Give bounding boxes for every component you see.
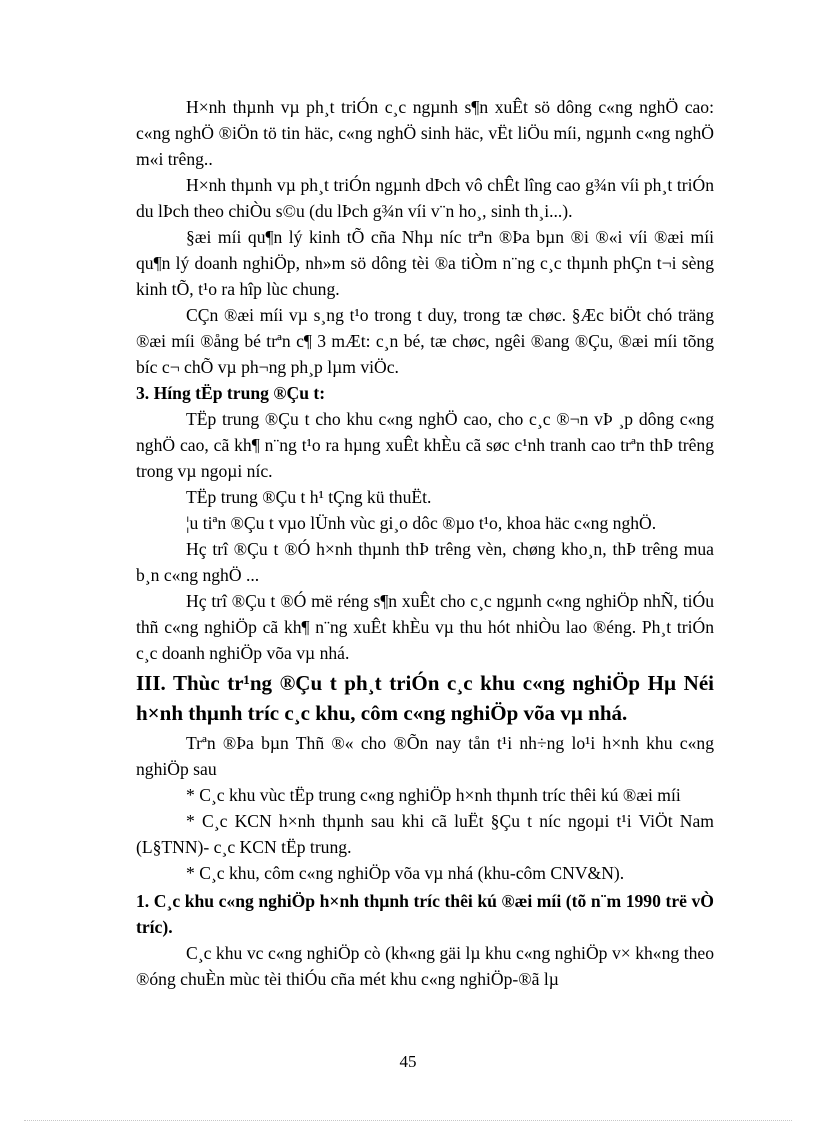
paragraph-light-industry: Hç trî ®Çu t ®Ó më réng s¶n xuÊt cho c¸c ngµnh c«ng nghiÖp nhÑ, tiÓu thñ c«ng nghiÖp cã kh¶ n¨ng xuÊt khÈu vµ thu hót nhiÒu lao ®éng. Ph¸t triÓn c¸c doanh nghiÖp võa vµ nhá. (136, 591, 714, 663)
paragraph-old-zones: C¸c khu vc c«ng nghiÖp cò (kh«ng gäi lµ khu c«ng nghiÖp v× kh«ng theo ®óng chuÈn mùc tèi thiÓu cña mét khu c«ng nghiÖp-®ã lµ (136, 943, 714, 989)
page-number: 45 (399, 1052, 417, 1071)
heading-subsection-1: 1. C¸c khu c«ng nghiÖp h×nh thµnh tríc thêi kú ®æi míi (tõ n¨m 1990 trë vÒ tríc). (136, 891, 714, 937)
paragraph-education: ¦u tiªn ®Çu t vµo lÜnh vùc gi¸o dôc ®µo t¹o, khoa häc c«ng nghÖ. (186, 513, 657, 533)
paragraph-capital-market: Hç trî ®Çu t ®Ó h×nh thµnh thÞ trêng vèn, chøng kho¸n, thÞ trêng mua b¸n c«ng nghÖ ... (136, 539, 714, 585)
paragraph-innovation: CÇn ®æi míi vµ s¸ng t¹o trong t duy, trong tæ chøc. §Æc biÖt chó träng ®æi míi ®ång bé trªn c¶ 3 mÆt: c¸n bé, tæ chøc, ngêi ®ang ®Çu, ®æi míi tõng bíc c¬ chÕ vµ ph¬ng ph¸p lµm viÖc. (136, 305, 714, 377)
page-body (136, 94, 714, 992)
paragraph-zone-types: Trªn ®Þa bµn Thñ ®« cho ®Õn nay tån t¹i nh÷ng lo¹i h×nh khu c«ng nghiÖp sau (136, 733, 714, 779)
paragraph-services: H×nh thµnh vµ ph¸t triÓn ngµnh dÞch vô chÊt lîng cao g¾n víi ph¸t triÓn du lÞch theo chiÒu s©u (du lÞch g¾n víi v¨n ho¸, sinh th¸i...). (136, 175, 714, 221)
paragraph-management: §æi míi qu¶n lý kinh tÕ cña Nhµ níc trªn ®Þa bµn ®i ®«i víi ®æi míi qu¶n lý doanh nghiÖp, nh»m sö dông tèi ®a tiÒm n¨ng c¸c thµnh phÇn t¬i sèng kinh tÕ, t¹o ra hîp lùc chung. (136, 227, 714, 299)
list-item-small-medium: * C¸c khu, côm c«ng nghiÖp võa vµ nhá (khu-côm CNV&N). (186, 863, 625, 883)
list-item-pre-renovation: * C¸c khu vùc tËp trung c«ng nghiÖp h×nh thµnh tríc thêi kú ®æi míi (186, 785, 681, 805)
footer-divider (24, 1120, 792, 1121)
heading-investment-direction: 3. Híng tËp trung ®Çu t: (136, 383, 326, 403)
paragraph-high-tech: H×nh thµnh vµ ph¸t triÓn c¸c ngµnh s¶n xuÊt sö dông c«ng nghÖ cao: c«ng nghÖ ®iÖn tö tin häc, c«ng nghÖ sinh häc, vËt liÖu míi, ngµnh c«ng nghÖ m«i trêng.. (136, 97, 714, 169)
heading-section-iii: III. Thùc tr¹ng ®Çu t ph¸t triÓn c¸c khu c«ng nghiÖp Hµ Néi h×nh thµnh tríc c¸c khu, côm c«ng nghiÖp võa vµ nhá. (136, 671, 714, 725)
list-item-after-fdi-law: * C¸c KCN h×nh thµnh sau khi cã luËt §Çu t níc ngoµi t¹i ViÖt Nam (L§TNN)- c¸c KCN tËp trung. (136, 811, 714, 857)
paragraph-infrastructure: TËp trung ®Çu t h¹ tÇng kü thuËt. (186, 487, 432, 507)
paragraph-focus-high-tech: TËp trung ®Çu t cho khu c«ng nghÖ cao, cho c¸c ®¬n vÞ ¸p dông c«ng nghÖ cao, cã kh¶ n¨ng t¹o ra hµng xuÊt khÈu cã søc c¹nh tranh cao trªn thÞ trêng trong vµ ngoµi níc. (136, 409, 714, 481)
